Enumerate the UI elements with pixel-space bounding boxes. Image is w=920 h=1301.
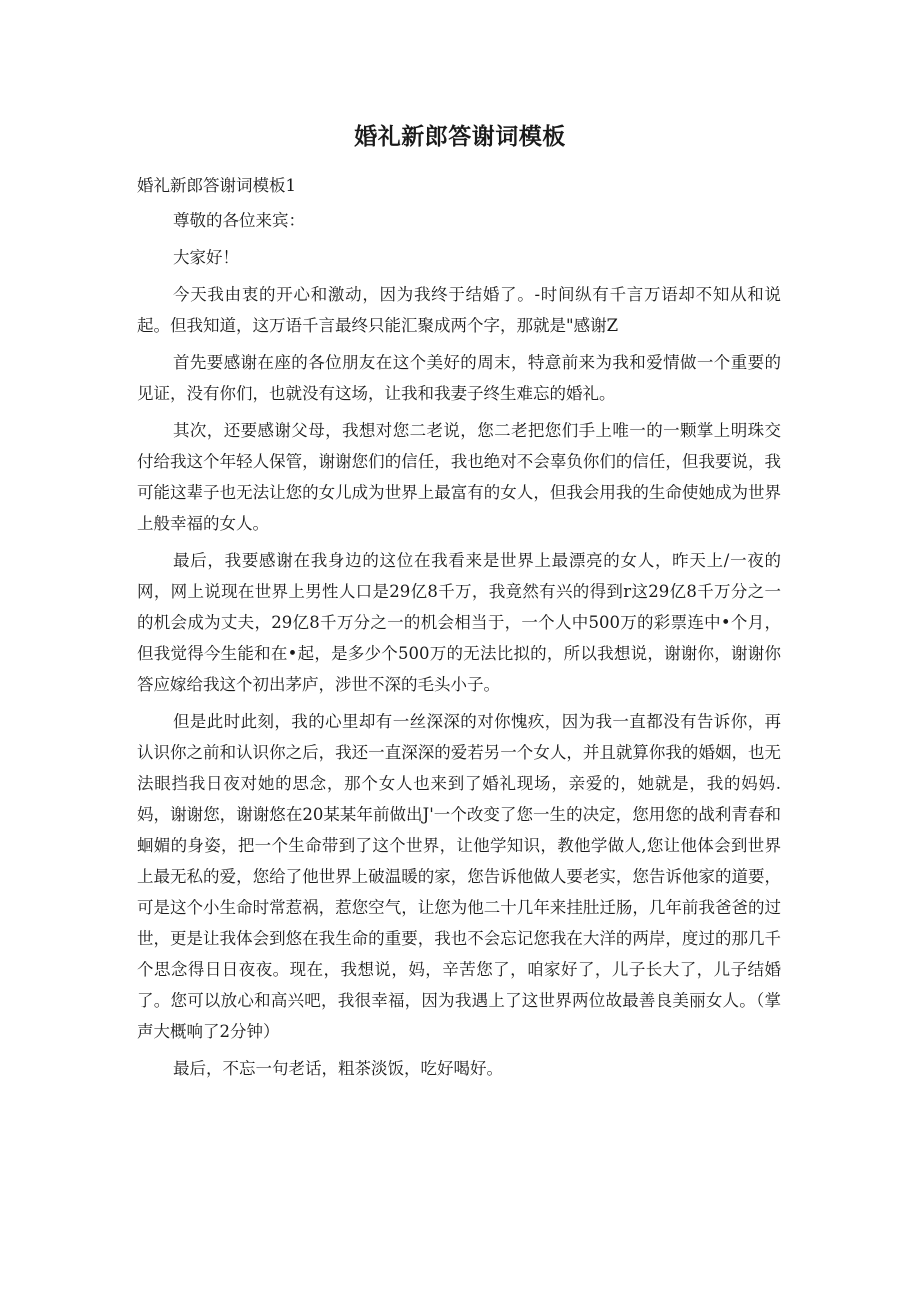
document-subtitle: 婚礼新郎答谢词模板1 [137, 176, 296, 195]
paragraph-opening: 今天我由衷的开心和激动，因为我终于结婚了。-时间纵有千言万语却不知从和说起。但我知道，这万语千言最终只能汇聚成两个字，那就是"感谢Z [137, 285, 781, 335]
paragraph-thanks-guests: 首先要感谢在座的各位朋友在这个美好的周末，特意前来为我和爱情做一个重要的见证，没有你们，也就没有这场，让我和我妻子终生难忘的婚礼。 [137, 353, 781, 403]
document-body [137, 170, 781, 1090]
paragraph-closing: 最后，不忘一句老话，粗茶淡饭，吃好喝好。 [173, 1059, 503, 1078]
paragraph-thanks-bride: 最后，我要感谢在我身边的这位在我看来是世界上最漂亮的女人，昨天上/一夜的网，网上说现在世界上男性人口是29亿8千万，我竟然有兴的得到r这29亿8千万分之一的机会成为丈夫，29亿8千万分之一的机会相当于，一个人中500万的彩票连中•个月，但我觉得今生能和在•起，是多少个500万的无法比拟的，所以我想说，谢谢你，谢谢你答应嫁给我这个初出茅庐，涉世不深的毛头小子。 [137, 551, 781, 694]
paragraph-greeting: 大家好！ [173, 248, 239, 267]
paragraph-thanks-parents: 其次，还要感谢父母，我想对您二老说，您二老把您们手上唯一的一颗掌上明珠交付给我这个年轻人保管，谢谢您们的信任，我也绝对不会辜负你们的信任，但我要说，我可能这辈子也无法让您的女儿成为世界上最富有的女人，但我会用我的生命使她成为世界上般幸福的女人。 [137, 421, 781, 533]
paragraph-salutation: 尊敬的各位来宾： [173, 211, 305, 230]
paragraph-thanks-mother: 但是此时此刻，我的心里却有一丝深深的对你愧疚，因为我一直都没有告诉你，再认识你之前和认识你之后，我还一直深深的爱若另一个女人，并且就算你我的婚姻，也无法眼挡我日夜对她的思念，那个女人也来到了婚礼现场，亲爱的，她就是，我的妈妈.妈，谢谢您，谢谢悠在20某某年前做出J'一个改变了您一生的决定，您用您的战利青春和蛔媚的身姿，把一个生命带到了这个世界，让他学知识，教他学做人,您让他体会到世界上最无私的爱，您给了他世界上破温暖的家，您告诉他做人要老实，您告诉他家的道要，可是这个小生命时常惹祸，惹您空气，让您为他二十几年来挂肚迁肠，几年前我爸爸的过世，更是让我体会到悠在我生命的重要，我也不会忘记您我在大洋的两岸，度过的那几千个思念得日日夜夜。现在，我想说，妈，辛苦您了，咱家好了，儿子长大了，儿子结婚了。您可以放心和高兴吧，我很幸福，因为我遇上了这世界两位故最善良美丽女人。（掌声大概响了2分钟） [137, 712, 781, 1041]
page-title: 婚礼新郎答谢词模板 [354, 124, 566, 150]
